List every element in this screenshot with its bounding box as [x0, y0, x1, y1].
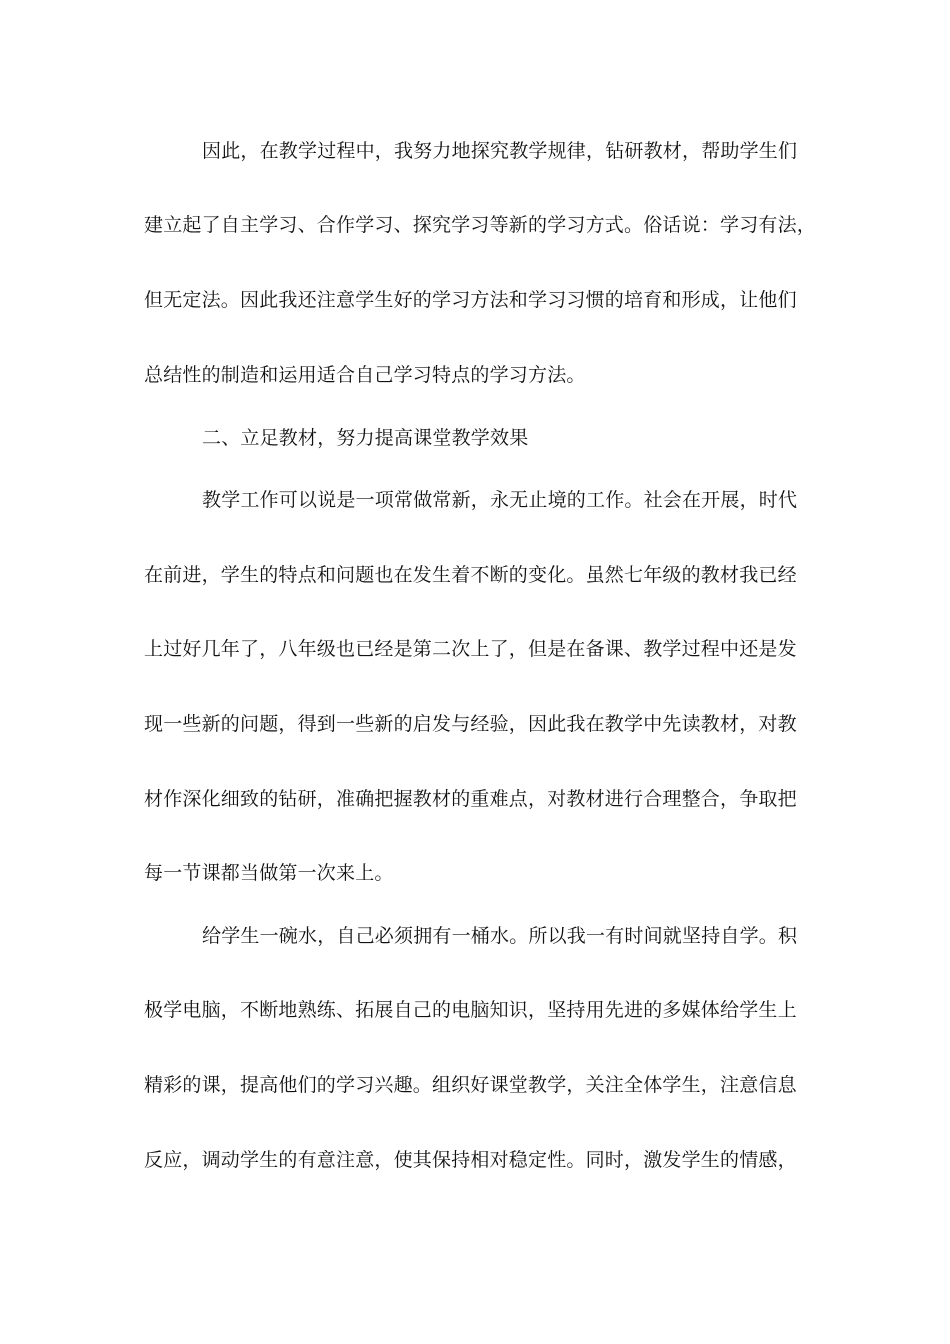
paragraph-line: 每一节课都当做第一次来上。 — [144, 862, 394, 884]
paragraph-line: 反应，调动学生的有意注意，使其保持相对稳定性。同时，激发学生的情感， — [144, 1149, 797, 1171]
paragraph-line: 材作深化细致的钻研，准确把握教材的重难点，对教材进行合理整合，争取把 — [144, 788, 797, 810]
paragraph-line: 教学工作可以说是一项常做常新，永无止境的工作。社会在开展，时代 — [202, 489, 798, 511]
paragraph-line: 总结性的制造和运用适合自己学习特点的学习方法。 — [144, 364, 586, 386]
paragraph-line: 上过好几年了，八年级也已经是第二次上了，但是在备课、教学过程中还是发 — [144, 638, 797, 660]
section-heading: 二、立足教材，努力提高课堂教学效果 — [202, 427, 529, 449]
paragraph-line: 建立起了自主学习、合作学习、探究学习等新的学习方式。俗话说：学习有法， — [144, 214, 817, 236]
paragraph-line: 精彩的课，提高他们的学习兴趣。组织好课堂教学，关注全体学生，注意信息 — [144, 1074, 797, 1096]
paragraph-line: 现一些新的问题，得到一些新的启发与经验，因此我在教学中先读教材，对教 — [144, 713, 797, 735]
paragraph-line: 给学生一碗水，自己必须拥有一桶水。所以我一有时间就坚持自学。积 — [202, 925, 798, 947]
paragraph-line: 但无定法。因此我还注意学生好的学习方法和学习习惯的培育和形成，让他们 — [144, 289, 797, 311]
paragraph-line: 极学电脑，不断地熟练、拓展自己的电脑知识，坚持用先进的多媒体给学生上 — [144, 999, 797, 1021]
paragraph-line: 在前进，学生的特点和问题也在发生着不断的变化。虽然七年级的教材我已经 — [144, 564, 797, 586]
paragraph-line: 因此，在教学过程中，我努力地探究教学规律，钻研教材，帮助学生们 — [202, 140, 798, 162]
